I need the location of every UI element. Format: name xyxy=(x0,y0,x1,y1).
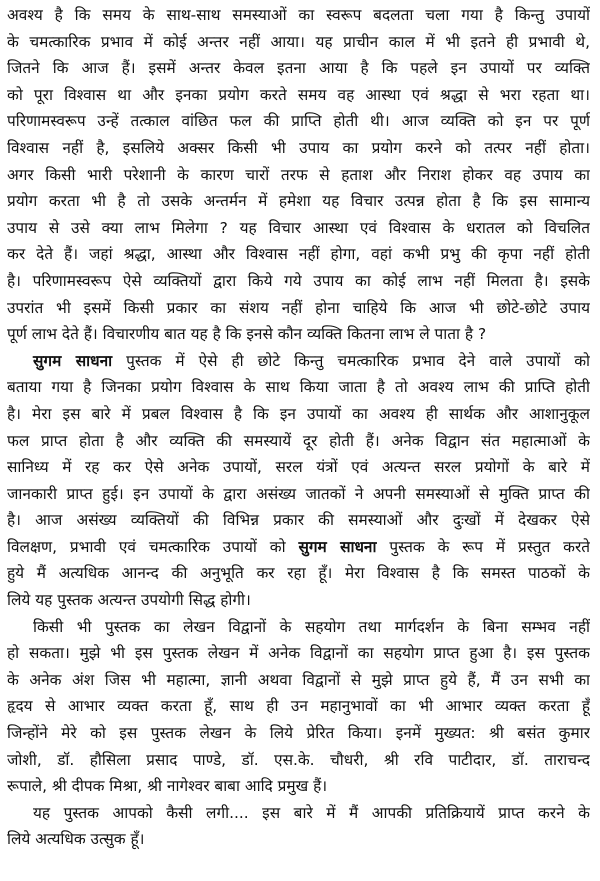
paragraph-3 xyxy=(7,614,590,800)
text-line: सुगम साधना पुस्तक में ऐसे ही छोटे किन्तु चमत्कारिक प्रभाव देने वाले उपायों को xyxy=(33,351,590,370)
text-line: विश्वास नहीं है, इसलिये अक्सर किसी भी उपाय का प्रयोग करने को तत्पर नहीं होता। xyxy=(7,138,590,157)
text-line: हृदय से आभार व्यक्त करता हूँ, साथ ही उन महानुभावों का भी आभार व्यक्त करता हूँ xyxy=(7,697,590,716)
text-line: सानिध्य में रह कर ऐसे अनेक उपायों, सरल यंत्रों एवं अत्यन्त सरल प्रयोगों के बारे में xyxy=(7,458,590,477)
text-line: उपरांत भी इसमें किसी प्रकार का संशय नहीं होना चाहिये कि आज भी छोटे-छोटे उपाय xyxy=(7,298,590,317)
text-line: हो सकता। मुझे भी इस पुस्तक लेखन में अनेक विद्वानों का सहयोग प्राप्त हुआ है। इस पुस्तक xyxy=(7,644,590,663)
text-line: यह पुस्तक आपको कैसी लगी.... इस बारे में मैं आपकी प्रतिक्रियायें प्राप्त करने के xyxy=(33,803,590,822)
text-line: के अनेक अंश जिस भी महात्मा, ज्ञानी अथवा विद्वानों से मुझे प्राप्त हुये हैं, मैं उन सभी का xyxy=(7,670,590,689)
text-line: लिये यह पुस्तक अत्यन्त उपयोगी सिद्ध होगी। xyxy=(7,591,251,610)
paragraph-2 xyxy=(7,348,590,614)
text-line: है। मेरा इस बारे में प्रबल विश्वास है कि इन उपायों का अवश्य ही सार्थक और आशानुकूल xyxy=(7,404,590,423)
text-line: परिणामस्वरूप उन्हें तत्काल वांछित फल की प्राप्ति होती थी। आज व्यक्ति को इन पर पूर्ण xyxy=(7,112,590,131)
text-line: पूर्ण लाभ देते हैं। विचारणीय बात यह है कि इनसे कौन व्यक्ति कितना लाभ ले पाता है ? xyxy=(7,325,487,344)
text-line: है। आज असंख्य व्यक्तियों की विभिन्न प्रकार की समस्याओं और दुःखों में देखकर ऐसे xyxy=(7,511,590,530)
text-line: रूपाले, श्री दीपक मिश्रा, श्री नागेश्वर बाबा आदि प्रमुख हैं। xyxy=(7,777,328,796)
text-line: लिये अत्यधिक उत्सुक हूँ। xyxy=(7,830,145,849)
text-line: को पूरा विश्वास था और इनका प्रयोग करते समय वह आस्था एवं श्रद्धा से भरा रहता था। xyxy=(7,85,590,104)
text-line: हुये मैं अत्यधिक आनन्द की अनुभूति कर रहा हूँ। मेरा विश्वास है कि समस्त पाठकों के xyxy=(7,564,590,583)
paragraph-1 xyxy=(7,2,590,348)
text-line: अगर किसी भारी परेशानी के कारण चारों तरफ से हताश और निराश होकर वह उपाय का xyxy=(7,165,590,184)
text-line: उपाय से उसे क्या लाभ मिलेगा ? यह विचार आस्था एवं विश्वास के धरातल को विचलित xyxy=(7,218,590,237)
text-line: प्रयोग करता भी है तो उसके अन्तर्मन में हमेशा यह विचार उत्पन्न होता है कि इस सामान्य xyxy=(7,192,590,211)
paragraph-4 xyxy=(7,800,590,853)
text-line: जितने कि आज हैं। इसमें अन्तर केवल इतना आया है कि पहले इन उपायों पर व्यक्ति xyxy=(7,59,590,78)
text-line: के चमत्कारिक प्रभाव में कोई अन्तर नहीं आया। यह प्राचीन काल में भी इतने ही प्रभावी थे, xyxy=(7,32,590,51)
text-line: विलक्षण, प्रभावी एवं चमत्कारिक उपायों को सुगम साधना पुस्तक के रूप में प्रस्तुत करते xyxy=(7,537,590,556)
book-title-emphasis: सुगम साधना xyxy=(298,537,377,556)
text-line: जानकारी प्राप्त हुई। इन उपायों के द्वारा असंख्य जातकों ने अपनी समस्याओं से मुक्ति प्राप्त की xyxy=(7,484,590,503)
text-line: फल प्राप्त होता है और व्यक्ति की समस्यायें दूर होती हैं। अनेक विद्वान संत महात्माओं के xyxy=(7,431,590,450)
text-line: जोशी, डॉ. हौसिला प्रसाद पाण्डे, डॉ. एस.के. चौधरी, श्री रवि पाटीदार, डॉ. ताराचन्द xyxy=(7,750,590,769)
text-line: है। परिणामस्वरूप ऐसे व्यक्तियों द्वारा किये गये उपाय का कोई लाभ नहीं मिलता है। इसके xyxy=(7,271,590,290)
text-line: किसी भी पुस्तक का लेखन विद्वानों के सहयोग तथा मार्गदर्शन के बिना सम्भव नहीं xyxy=(33,617,590,636)
text-line: जिन्होंने मेरे को इस पुस्तक लेखन के लिये प्रेरित किया। इनमें मुख्यत: श्री बसंत कुमार xyxy=(7,724,590,743)
book-title-emphasis: सुगम साधना xyxy=(33,351,113,370)
text-line: कर देते हैं। जहां श्रद्धा, आस्था और विश्वास नहीं होगा, वहां कभी प्रभु की कृपा नहीं होती xyxy=(7,245,590,264)
text-line: बताया गया है जिनका प्रयोग विश्वास के साथ किया जाता है तो अवश्य लाभ की प्राप्ति होती xyxy=(7,378,590,397)
text-line: अवश्य है कि समय के साथ-साथ समस्याओं का स्वरूप बदलता चला गया है किन्तु उपायों xyxy=(7,6,590,24)
